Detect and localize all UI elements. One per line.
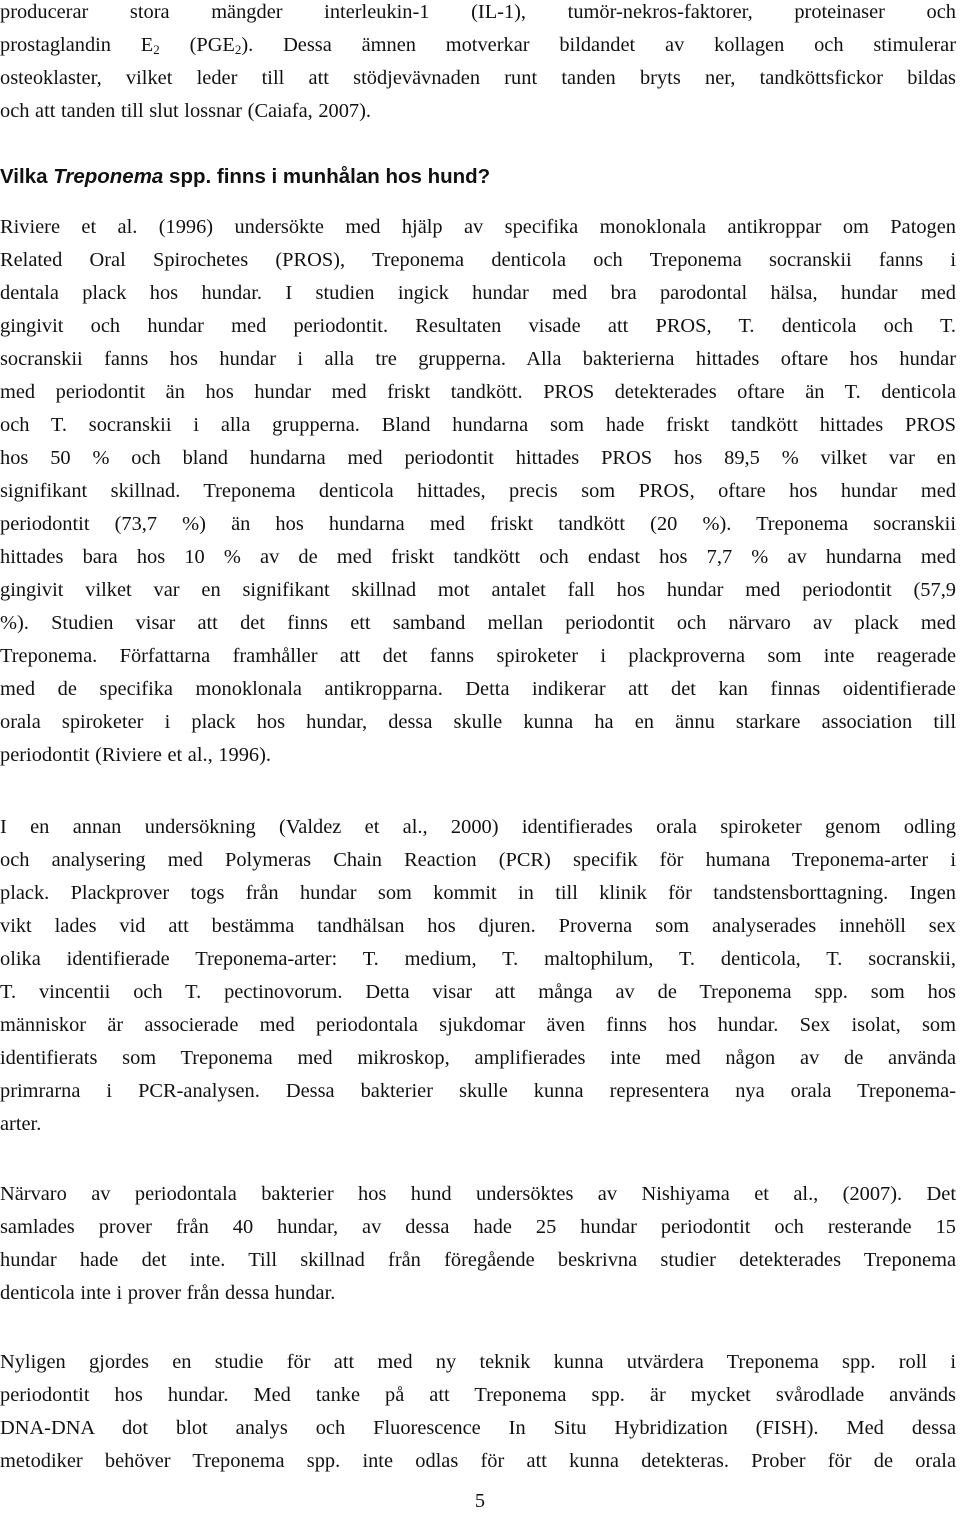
text-line: periodontit hos hundar. Med tanke på att Treponema spp. är mycket svårodlade används <box>0 1384 956 1406</box>
paragraph-valdez <box>0 811 956 1141</box>
text-line: signifikant skillnad. Treponema denticola hittades, precis som PROS, oftare hos hundar med <box>0 480 956 502</box>
text-line: DNA-DNA dot blot analys och Fluorescence In Situ Hybridization (FISH). Med dessa <box>0 1417 956 1439</box>
text-line: och att tanden till slut lossnar (Caiafa, 2007). <box>0 100 372 122</box>
text-line: hos 50 % och bland hundarna med periodontit hittades PROS hos 89,5 % vilket var en <box>0 447 956 469</box>
text-line: I en annan undersökning (Valdez et al., 2000) identifierades orala spiroketer genom odling <box>0 816 956 838</box>
paragraph-riviere <box>0 211 956 772</box>
text-line: gingivit och hundar med periodontit. Resultaten visade att PROS, T. denticola och T. <box>0 315 956 337</box>
paragraph-recent-study <box>0 1346 956 1478</box>
text-line: Related Oral Spirochetes (PROS), Treponema denticola och Treponema socranskii fanns i <box>0 249 956 271</box>
text-line: vikt lades vid att bestämma tandhälsan hos djuren. Proverna som analyserades innehöll sex <box>0 915 956 937</box>
text-line: gingivit vilket var en signifikant skillnad mot antalet fall hos hundar med periodontit (57,9 <box>0 579 956 601</box>
text-line: och T. socranskii i alla grupperna. Bland hundarna som hade friskt tandkött hittades PROS <box>0 414 956 436</box>
text-line: med de specifika monoklonala antikropparna. Detta indikerar att det kan finnas oidentifierade <box>0 678 956 700</box>
text-line: periodontit (Riviere et al., 1996). <box>0 744 271 766</box>
text-line: plack. Plackprover togs från hundar som kommit in till klinik för tandstensborttagning. Ingen <box>0 882 956 904</box>
text-line: denticola inte i prover från dessa hundar. <box>0 1282 336 1304</box>
text-line: arter. <box>0 1113 42 1135</box>
text-line: samlades prover från 40 hundar, av dessa hade 25 hundar periodontit och resterande 15 <box>0 1216 956 1238</box>
text-line: hittades bara hos 10 % av de med friskt tandkött och endast hos 7,7 % av hundarna med <box>0 546 956 568</box>
text-line: dentala plack hos hundar. I studien ingick hundar med bra parodontal hälsa, hundar med <box>0 282 956 304</box>
text-line: periodontit (73,7 %) än hos hundarna med friskt tandkött (20 %). Treponema socranskii <box>0 513 956 535</box>
text-line: socranskii fanns hos hundar i alla tre grupperna. Alla bakterierna hittades oftare hos hundar <box>0 348 956 370</box>
text-line: %). Studien visar att det finns ett samband mellan periodontit och närvaro av plack med <box>0 612 956 634</box>
paragraph-intro <box>0 0 956 128</box>
text-line: Nyligen gjordes en studie för att med ny teknik kunna utvärdera Treponema spp. roll i <box>0 1351 956 1373</box>
page-number: 5 <box>474 1490 486 1512</box>
text-line: metodiker behöver Treponema spp. inte odlas för att kunna detekteras. Prober för de orala <box>0 1450 956 1472</box>
text-line: identifierats som Treponema med mikroskop, amplifierades inte med någon av de använda <box>0 1047 956 1069</box>
text-line: prostaglandin $E_2$ $(PGE_2)$. Dessa ämnen motverkar bildandet av kollagen och stimulerar <box>0 34 956 57</box>
text-line: producerar stora mängder interleukin-1 (IL-1), tumör-nekros-faktorer, proteinaser och <box>0 1 956 23</box>
text-line: hundar hade det inte. Till skillnad från föregående beskrivna studier detekterades Treponema <box>0 1249 956 1271</box>
text-line: och analysering med Polymeras Chain Reaction (PCR) specifik för humana Treponema-arter i <box>0 849 956 871</box>
text-line: osteoklaster, vilket leder till att stödjevävnaden runt tanden bryts ner, tandköttsfickor bildas <box>0 67 956 89</box>
text-line: Närvaro av periodontala bakterier hos hund undersöktes av Nishiyama et al., (2007). Det <box>0 1183 956 1205</box>
text-line: orala spiroketer i plack hos hundar, dessa skulle kunna ha en ännu starkare association till <box>0 711 956 733</box>
text-line: T. vincentii och T. pectinovorum. Detta visar att många av de Treponema spp. som hos <box>0 981 956 1003</box>
text-line: primrarna i PCR-analysen. Dessa bakterier skulle kunna representera nya orala Treponema- <box>0 1080 956 1102</box>
text-line: Riviere et al. (1996) undersökte med hjälp av specifika monoklonala antikroppar om Patogen <box>0 216 956 238</box>
text-line: Treponema. Författarna framhåller att det fanns spiroketer i plackproverna som inte reagerade <box>0 645 956 667</box>
section-heading: Vilka Treponema spp. finns i munhålan hos hund? <box>0 165 491 188</box>
subscript: 2 <box>153 42 160 57</box>
text-line: med periodontit än hos hundar med friskt tandkött. PROS detekterades oftare än T. denticola <box>0 381 956 403</box>
text-line: olika identifierade Treponema-arter: T. medium, T. maltophilum, T. denticola, T. socranskii, <box>0 948 956 970</box>
text-line: människor är associerade med periodontala sjukdomar även finns hos hundar. Sex isolat, som <box>0 1014 956 1036</box>
subscript: 2 <box>234 42 242 57</box>
heading-italic: Treponema <box>53 165 164 188</box>
paragraph-nishiyama <box>0 1178 956 1310</box>
